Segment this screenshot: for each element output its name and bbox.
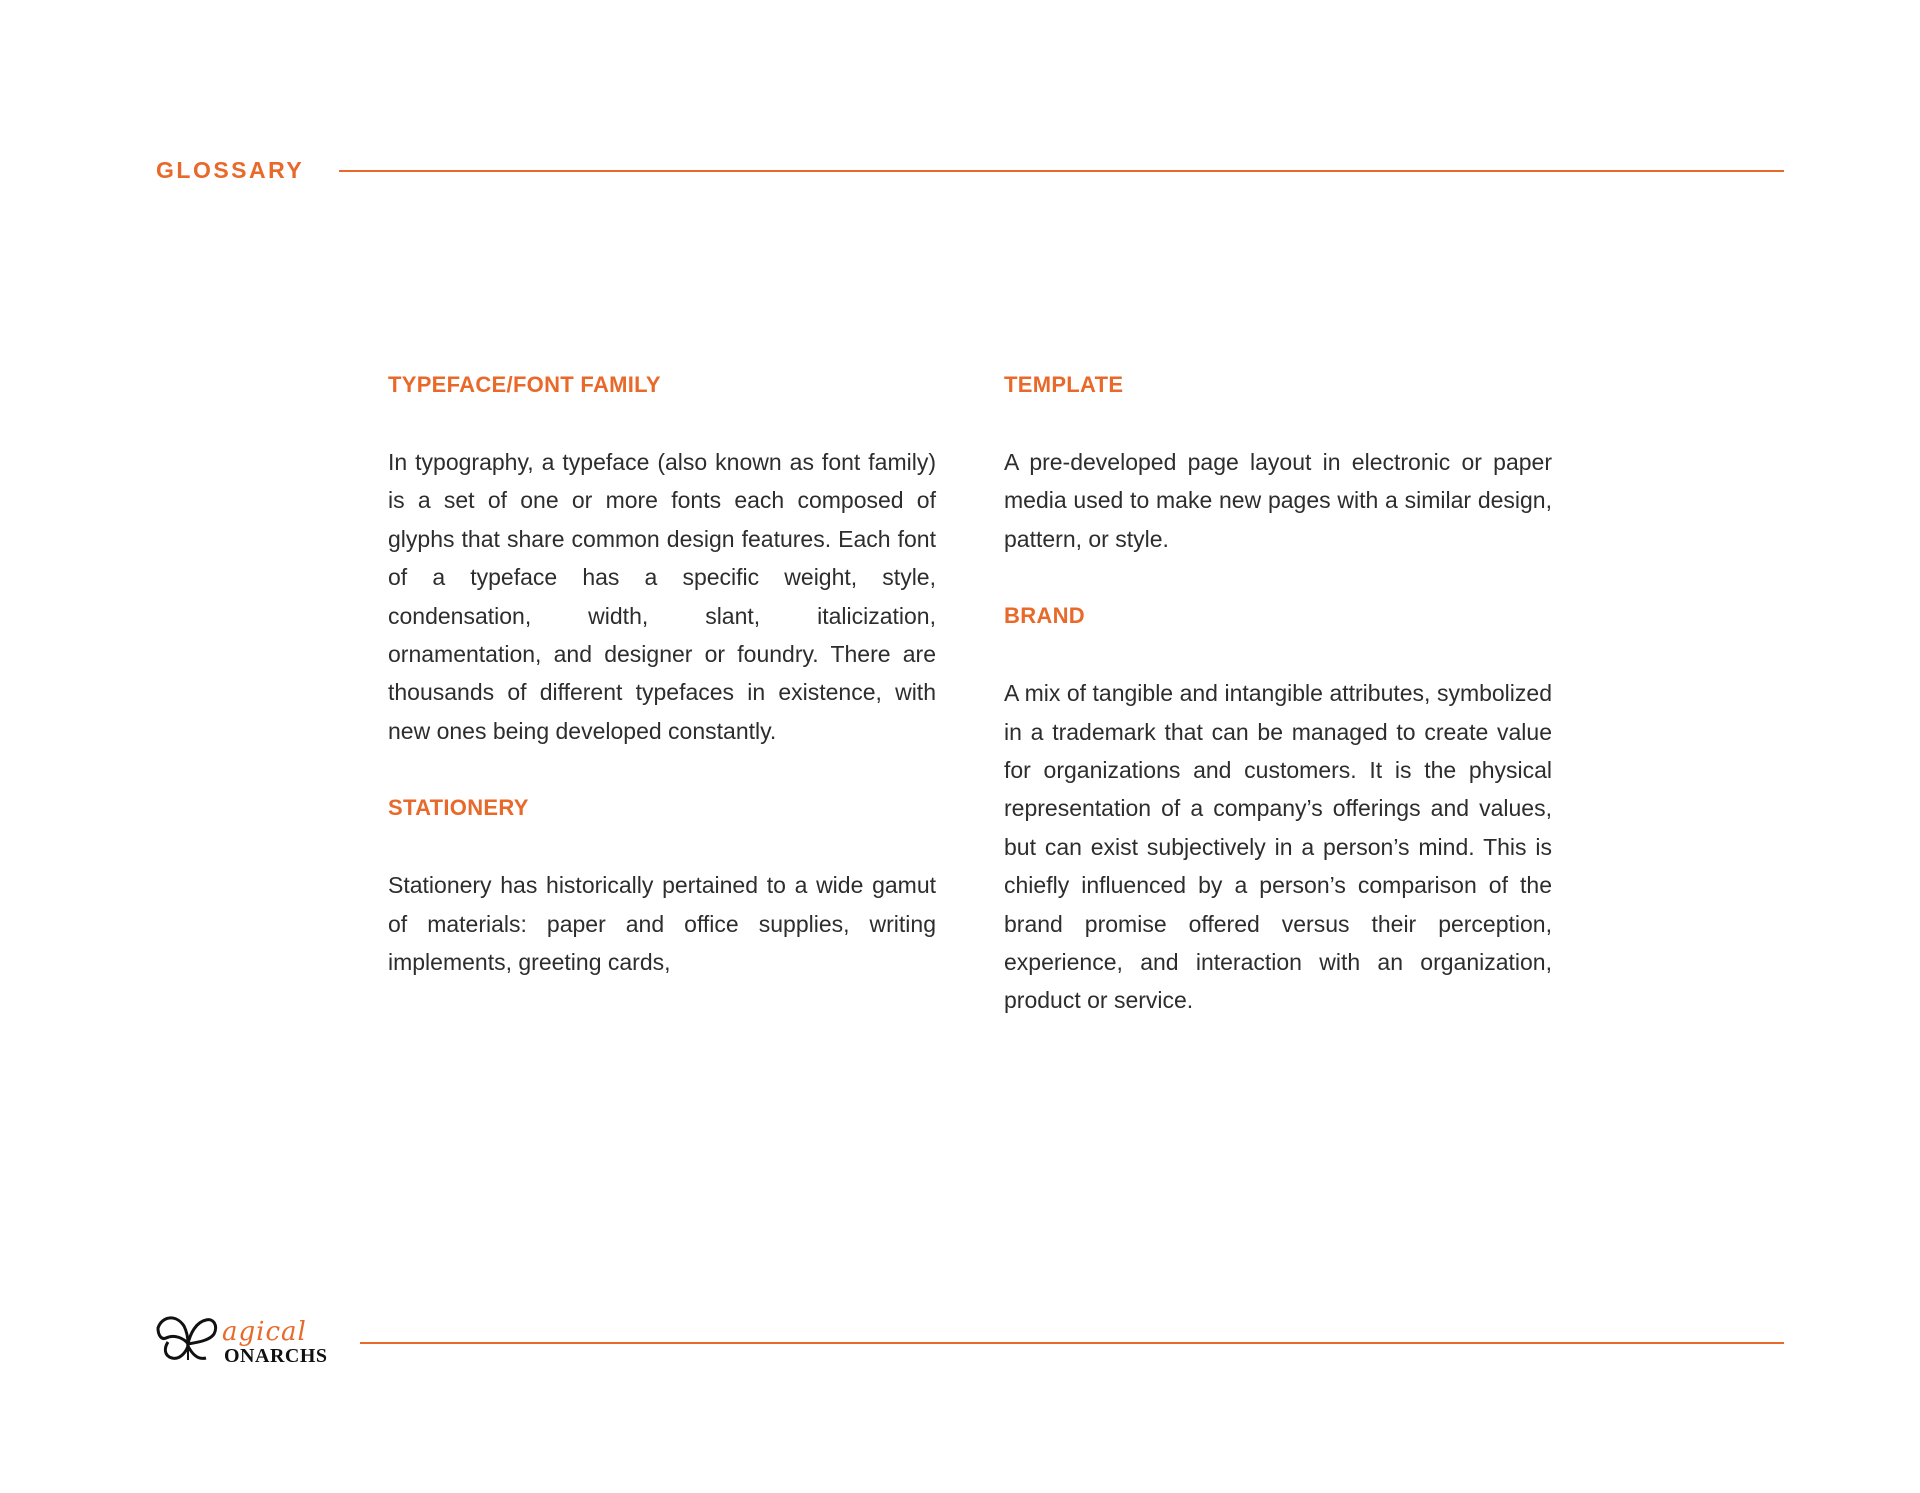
page-header [156, 152, 1784, 188]
footer-divider [360, 1342, 1784, 1344]
glossary-term: TEMPLATE [1004, 372, 1124, 397]
logo-script-text: agical [222, 1317, 307, 1347]
glossary-entry [388, 789, 936, 981]
glossary-definition: In typography, a typeface (also known as font family) is a set of one or more fonts each composed of glyphs that share common design features. Each font of a typeface has a specific weight, style, condensation, width, slant, italicization, ornamentation, and designer or foundry. There are thousands of different typefaces in existence, with new ones being developed constantly. [388, 449, 936, 744]
glossary-column-right [1004, 366, 1552, 1020]
glossary-entry [388, 366, 936, 750]
glossary-entry [1004, 597, 1552, 1020]
glossary-definition: A mix of tangible and intangible attributes, symbolized in a trademark that can be managed to create value for organizations and customers. It is the physical representation of a company’s offerings and values, but can exist subjectively in a person’s mind. This is chiefly influenced by a person’s comparison of the brand promise offered versus their perception, experience, and interaction with an organization, product or service. [1004, 680, 1552, 1014]
page-footer [154, 1308, 1784, 1368]
glossary-entry [1004, 366, 1552, 558]
glossary-term: STATIONERY [388, 795, 529, 821]
brand-logo [154, 1308, 334, 1368]
logo-graphic [154, 1308, 334, 1368]
glossary-definition: Stationery has historically pertained to a wide gamut of materials: paper and office supplies, writing implements, greeting cards, [388, 872, 936, 976]
butterfly-m-icon [158, 1318, 216, 1360]
logo-wordmark-text: ONARCHS [224, 1345, 328, 1367]
glossary-term: TYPEFACE/FONT FAMILY [388, 372, 661, 397]
section-title: GLOSSARY [156, 157, 305, 183]
glossary-term: BRAND [1004, 603, 1085, 629]
header-divider [339, 170, 1784, 172]
glossary-definition: A pre-developed page layout in electronic or paper media used to make new pages with a similar design, pattern, or style. [1004, 449, 1552, 552]
glossary-column-left [388, 366, 936, 981]
